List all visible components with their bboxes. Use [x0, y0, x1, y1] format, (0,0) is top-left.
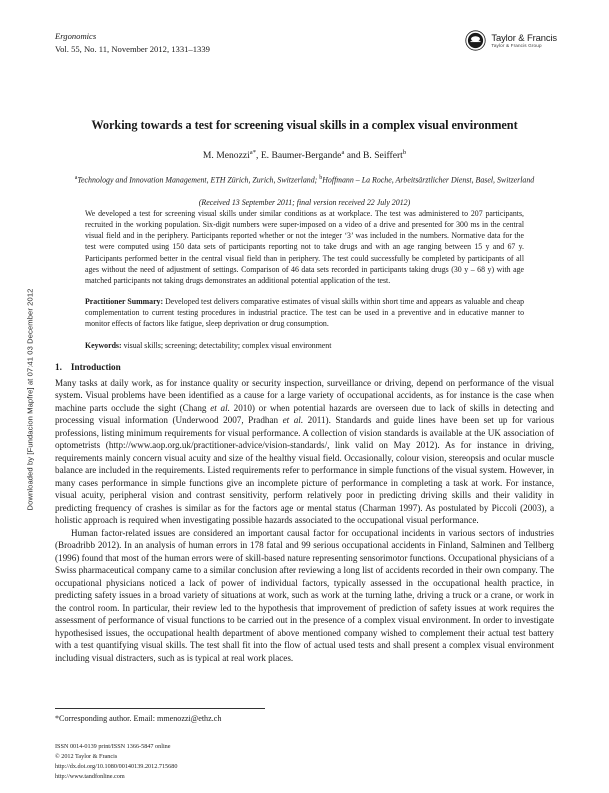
copyright-line: © 2012 Taylor & Francis: [55, 753, 118, 761]
keywords-label: Keywords:: [85, 341, 122, 351]
taylor-francis-globe-icon: [465, 30, 486, 51]
abstract-block: [85, 208, 524, 351]
abstract-text: We developed a test for screening visual skills under similar conditions as at workplace. The test was administered to 207 participants, recruited in the working population. Six-digit numbers were super-imposed on a video of a drive and presented for 300 ms in the central visual field and in the periphery. Participants reported whether or not the integer ‘3’ was included in the numbers. Normative data for the test were computed using 150 data sets of participants reporting not to take drugs and with an age ranging between 15 y and 67 y. Participants performed better in the central visual field than in periphery. The test could successfully be completed by participants of all ages without the need of adjustment of settings. Comparison of 46 data sets recorded in participants taking drugs (30 y – 68 y) with age matched participants not taking drugs demonstrates an additional potential application of the test.: [85, 209, 524, 285]
journal-header: [55, 30, 355, 56]
affiliation-a: Technology and Innovation Management, ETH Zürich, Zurich, Switzerland;: [77, 175, 320, 185]
et-al-1: et al.: [210, 402, 230, 413]
practitioner-summary: [85, 296, 524, 329]
author-3-sup: b: [402, 148, 407, 156]
publisher-name: Taylor & Francis: [491, 31, 557, 43]
author-conjunction: and B. Seiffert: [344, 150, 403, 162]
website-link[interactable]: http://www.tandfonline.com: [55, 773, 125, 781]
keywords-text: visual skills; screening; detectability; complex visual environment: [121, 341, 332, 351]
body-text: [55, 377, 554, 664]
paragraph-1: [55, 377, 554, 527]
publisher-logo-text: [491, 33, 557, 49]
doi-link[interactable]: http://dx.doi.org/10.1080/00140139.2012.715680: [55, 763, 178, 771]
journal-issue: Vol. 55, No. 11, November 2012, 1331–1339: [55, 43, 210, 54]
author-1-sup: a*: [249, 148, 257, 156]
download-stamp: Downloaded by [Fundacion Mapfre] at 07:41 03 December 2012: [25, 288, 35, 511]
paragraph-1-part-c: 2011). Standards and guide lines have been set up for various professions, listing minimum requirements for visual performance. A collection of vision standards is available at the UK association of optometrists (http://www.aop.org.uk/practitioner-advice/vision-standards/, link valid on May 2012). As for instance in driving, requirements mainly concern visual acuity and size of the healthy visual field. Occasionally, colour vision, stereopsis and ocular muscle balance are included in the requirements. Listed requirements refer to performance in simple functions of the visual system. However, in many cases performance in simple functions give an incomplete picture of performance in completing a task at work. For instance, visual acuity, peripheral vision and contrast sensitivity, perform relatively poor in predicting driving skills and their validity in predicting frequency of crashes is similar as for the factors age or mental status (Charman 1997). As postulated by Piccoli (2003), a holistic approach is required when investigating possible hazards associated to the occupational visual performance.: [55, 415, 554, 526]
keywords: [85, 340, 524, 351]
section-number: 1.: [55, 362, 62, 372]
practitioner-summary-text: Developed test delivers comparative estimates of visual skills within short time and appears as valuable and cheap complementation to current testing procedures in industrial practice. The test can be used in a preventive and in educative manner to monitor effects of factors like fatigue, sleep deprivation or drug consumption.: [85, 296, 524, 329]
author-1: M. Menozzi: [202, 150, 250, 162]
publisher-logo: [465, 30, 557, 51]
title-block: [55, 118, 554, 207]
page-title: Working towards a test for screening visual skills in a complex visual environment: [91, 118, 518, 132]
paragraph-1-part-b: 2010) or when potential hazards are overseen due to lack of skills in detecting and processing visual information (Underwood 2007, Pradhan: [55, 402, 554, 426]
paragraph-2: Human factor-related issues are considered an important causal factor for occupational incidents in various sectors of industries (Broadribb 2012). In an analysis of human errors in 178 fatal and 99 serious occupational accidents in Finland, Salminen and Tellberg (1996) found that most of the human errors were of skill-based nature representing sensorimotor functions. Occupational physicians of a Swiss pharmaceutical company came to a similar conclusion after reviewing a long list of accidents recorded in their own company. The occupational physicians noticed a lack of power of individual factors, typically assessed in the occupational health practice, in predicting safety issues in a broad variety of situations at work, such as work at the turning lathe, driving a truck or a crane, or work in the control room. In particular, their review led to the hypothesis that improvement of prediction of safety issues at work requires the assessment of performance of visual functions to be carried out in the presence of a complex visual environment. In order to investigate hypothesised issues, the occupational health department of above mentioned company wished to complement their actual test battery with a test quantifying visual skills. The test shall fit into the flow of actual used tests and shall present a complex visual environment including visual distracters, such as is typical at real work places.: [55, 527, 554, 663]
paragraph-1-part-a: Many tasks at daily work, as for instance quality or security inspection, surveillance or driving, depend on performance of the visual system. Visual problems have been identified as a cause for a large variety of occupational accidents, as for instance is the case when machine parts occlude the sight (Chang: [55, 378, 554, 413]
et-al-2: et al.: [282, 415, 304, 426]
section-heading-introduction: [55, 362, 121, 372]
affiliations: [55, 174, 554, 186]
issn-line: ISSN 0014-0139 print/ISSN 1366-5847 online: [55, 743, 171, 750]
publisher-group: Taylor & Francis Group: [491, 42, 542, 48]
received-dates: (Received 13 September 2011; final version received 22 July 2012): [198, 198, 411, 208]
affiliation-b-marker: b: [319, 174, 323, 181]
footnote-divider: [55, 708, 265, 709]
affiliation-a-marker: a: [74, 174, 78, 181]
practitioner-summary-label: Practitioner Summary:: [85, 296, 164, 306]
corresponding-author-note: *Corresponding author. Email: mmenozzi@ethz.ch: [55, 714, 222, 723]
author-list: [55, 148, 554, 163]
section-title: Introduction: [70, 362, 121, 372]
author-2: , E. Baumer-Bergande: [256, 150, 342, 162]
author-2-sup: a: [341, 148, 345, 156]
imprint-block: [55, 742, 177, 782]
affiliation-b: Hoffmann – La Roche, Arbeitsärztlicher Dienst, Basel, Switzerland: [322, 175, 535, 185]
journal-name: Ergonomics: [55, 31, 97, 41]
